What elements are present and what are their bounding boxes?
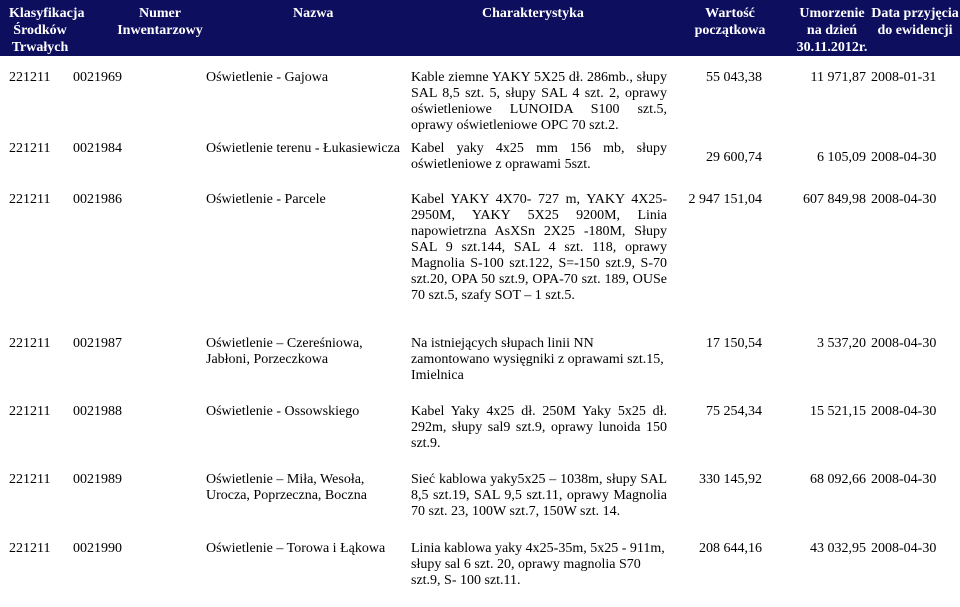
- cell-nazwa: Oświetlenie - Parcele: [206, 192, 326, 207]
- cell-wartosc: 208 644,16: [699, 541, 762, 556]
- cell-numer: 0021990: [73, 541, 122, 556]
- cell-nazwa: Oświetlenie – Czereśniowa, Jabłoni, Porzeczkowa: [206, 336, 363, 367]
- cell-klasyfikacja: 221211: [9, 472, 51, 487]
- header-klasyfikacja-line3: Trwałych: [11, 40, 69, 55]
- header-numer-line1: Numer: [139, 6, 181, 21]
- cell-charakterystyka: Kable ziemne YAKY 5X25 dł. 286mb., słupy SAL 8,5 szt. 5, słupy SAL 4 szt. 2, oprawy oświetleniowe LUNOIDA S100 szt.5, oprawy oświetleniowe OPC 70 szt.2.: [411, 70, 667, 133]
- cell-nazwa: Oświetlenie – Miła, Wesoła, Urocza, Poprzeczna, Boczna: [206, 472, 367, 503]
- cell-nazwa: Oświetlenie - Ossowskiego: [206, 404, 360, 419]
- cell-wartosc: 330 145,92: [699, 472, 762, 487]
- cell-charakterystyka: Kabel Yaky 4x25 dł. 250M Yaky 5x25 dł. 292m, słupy sal9 szt.9, oprawy lunoida 150 szt.9.: [411, 404, 667, 451]
- cell-data: 2008-04-30: [871, 404, 937, 419]
- header-nazwa-label: Nazwa: [293, 6, 334, 21]
- header-klasyfikacja: [9, 5, 85, 56]
- cell-umorzenie: 11 971,87: [810, 70, 866, 85]
- header-nazwa: [293, 5, 333, 22]
- cell-numer: 0021988: [73, 404, 122, 419]
- header-umorzenie-line2: na dzień: [806, 23, 858, 38]
- cell-data: 2008-04-30: [871, 336, 937, 351]
- header-data-line2: do ewidencji: [877, 23, 953, 38]
- cell-klasyfikacja: 221211: [9, 404, 51, 419]
- cell-wartosc: 2 947 151,04: [688, 192, 762, 207]
- header-wartosc: [690, 5, 770, 39]
- header-umorzenie-line1: Umorzenie: [799, 6, 865, 21]
- header-numer-line2: Inwentarzowy: [117, 23, 203, 38]
- cell-umorzenie: 3 537,20: [817, 336, 866, 351]
- cell-umorzenie: 68 092,66: [810, 472, 866, 487]
- cell-wartosc: 75 254,34: [706, 404, 762, 419]
- header-data-przyjecia: [870, 5, 960, 39]
- cell-charakterystyka: Sieć kablowa yaky5x25 – 1038m, słupy SAL 8,5 szt.19, SAL 9,5 szt.11, oprawy Magnolia 70 szt. 23, 100W szt.7, 150W szt. 14.: [411, 472, 667, 519]
- cell-klasyfikacja: 221211: [9, 192, 51, 207]
- cell-numer: 0021986: [73, 192, 122, 207]
- cell-data: 2008-04-30: [871, 150, 937, 165]
- header-umorzenie-line3: 30.11.2012r.: [796, 40, 868, 55]
- header-klasyfikacja-line1: Klasyfikacja: [9, 6, 85, 21]
- header-charakterystyka-label: Charakterystyka: [482, 6, 584, 21]
- cell-klasyfikacja: 221211: [9, 336, 51, 351]
- header-klasyfikacja-line2: Środków: [13, 23, 67, 38]
- header-wartosc-line2: początkowa: [694, 23, 766, 38]
- cell-umorzenie: 6 105,09: [817, 150, 866, 165]
- cell-klasyfikacja: 221211: [9, 141, 51, 156]
- cell-data: 2008-04-30: [871, 472, 937, 487]
- cell-charakterystyka: Kabel YAKY 4X70- 727 m, YAKY 4X25- 2950M, YAKY 5X25 9200M, Linia napowietrzna AsXSn 2X25 -180M, Słupy SAL 9 szt.144, SAL 4 szt. 118, oprawy Magnolia S-100 szt.122, S=-150 szt.9, S-70 szt.20, OPA 50 szt.9, OPA-70 szt. 189, OUSe 70 szt.5, szafy SOT – 1 szt.5.: [411, 192, 667, 303]
- cell-klasyfikacja: 221211: [9, 70, 51, 85]
- cell-umorzenie: 43 032,95: [810, 541, 866, 556]
- cell-charakterystyka: Kabel yaky 4x25 mm 156 mb, słupy oświetleniowe z oprawami 5szt.: [411, 141, 667, 172]
- header-data-line1: Data przyjęcia: [871, 6, 959, 21]
- cell-wartosc: 17 150,54: [706, 336, 762, 351]
- header-wartosc-line1: Wartość: [705, 6, 755, 21]
- header-charakterystyka: [482, 5, 584, 22]
- table-header: [0, 0, 960, 56]
- cell-umorzenie: 607 849,98: [803, 192, 866, 207]
- cell-umorzenie: 15 521,15: [810, 404, 866, 419]
- cell-wartosc: 29 600,74: [706, 150, 762, 165]
- cell-nazwa: Oświetlenie – Torowa i Łąkowa: [206, 541, 386, 556]
- cell-nazwa: Oświetlenie - Gajowa: [206, 70, 329, 85]
- cell-charakterystyka: Linia kablowa yaky 4x25-35m, 5x25 - 911m, słupy sal 6 szt. 20, oprawy magnolia S70 szt.9, S- 100 szt.11.: [411, 541, 665, 588]
- cell-data: 2008-04-30: [871, 541, 937, 556]
- cell-data: 2008-01-31: [871, 70, 937, 85]
- cell-wartosc: 55 043,38: [706, 70, 762, 85]
- cell-charakterystyka: Na istniejących słupach linii NN zamontowano wysięgniki z oprawami szt.15, Imielnica: [411, 336, 664, 383]
- header-numer: [105, 5, 215, 39]
- cell-klasyfikacja: 221211: [9, 541, 51, 556]
- cell-numer: 0021969: [73, 70, 122, 85]
- cell-data: 2008-04-30: [871, 192, 937, 207]
- header-umorzenie: [795, 5, 869, 56]
- cell-numer: 0021987: [73, 336, 122, 351]
- cell-numer: 0021984: [73, 141, 122, 156]
- cell-numer: 0021989: [73, 472, 122, 487]
- cell-nazwa: Oświetlenie terenu - Łukasiewicza: [206, 141, 400, 156]
